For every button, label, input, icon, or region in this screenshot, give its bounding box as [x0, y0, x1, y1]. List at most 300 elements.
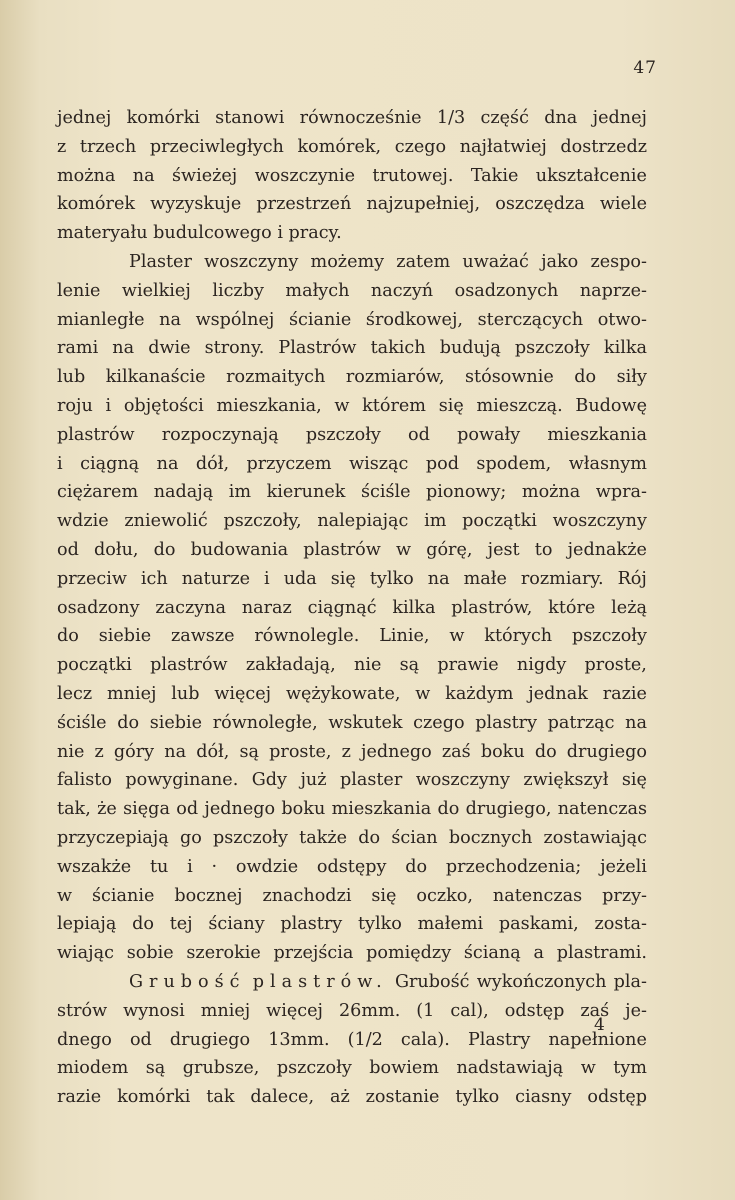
word: także	[299, 827, 348, 848]
word: ciasny	[515, 1087, 572, 1108]
word: siły	[616, 367, 647, 388]
word: z	[94, 741, 104, 762]
word: dna	[544, 108, 578, 128]
word: naczyń	[370, 280, 434, 301]
word: można	[57, 165, 116, 186]
word: wpra-	[595, 482, 647, 503]
word: czego	[413, 712, 465, 733]
word: powały	[457, 424, 521, 445]
word: tylko	[455, 1087, 500, 1108]
text-line	[57, 1054, 647, 1083]
word: wykończonych	[476, 971, 607, 992]
word: plaster	[339, 770, 403, 791]
text-line	[57, 738, 647, 767]
word: nadają	[153, 482, 214, 503]
word: je-	[625, 1000, 647, 1021]
word: natenczas	[492, 885, 583, 906]
word: woszczyny	[552, 511, 647, 532]
word: jednej	[57, 108, 112, 128]
word: przy-	[602, 885, 647, 906]
word: jako	[541, 251, 579, 272]
word: drugiego	[169, 1029, 251, 1050]
word: odstęp	[587, 1087, 647, 1108]
word: mianległe	[57, 309, 145, 330]
word: ciężarem	[57, 482, 139, 503]
word: pod	[425, 453, 459, 474]
word: plastrami.	[556, 943, 647, 964]
word: lenie	[57, 280, 101, 301]
word: uważać	[462, 251, 529, 272]
word: ściśle	[57, 712, 107, 733]
text-line	[57, 104, 647, 133]
word: mniej	[200, 1000, 251, 1021]
word: wisząc	[349, 453, 409, 474]
word: zosta-	[594, 914, 647, 935]
word: dołu,	[94, 539, 139, 560]
word: na	[156, 453, 179, 474]
word: zwiększył	[523, 770, 609, 791]
word: kilka	[392, 597, 436, 618]
word: na	[159, 309, 181, 330]
word: początki	[462, 511, 537, 532]
word: budowania	[190, 539, 289, 560]
word: mieszkania	[547, 424, 647, 445]
text-line	[57, 306, 647, 335]
word: lub	[57, 367, 86, 388]
word: natenczas	[557, 799, 647, 820]
word: Budowę	[575, 395, 647, 416]
word: w	[57, 885, 73, 906]
word: go	[179, 827, 202, 848]
word: własnym	[568, 453, 647, 474]
word: tak,	[57, 799, 91, 820]
word: się	[438, 395, 464, 416]
word: jeżeli	[600, 856, 647, 877]
word: ·	[211, 856, 218, 877]
word: jednego	[204, 799, 276, 820]
word: Rój	[617, 568, 647, 589]
word: część	[480, 108, 529, 128]
word: małe	[463, 568, 507, 589]
word: drugiego,	[465, 799, 552, 820]
word: napełnione	[548, 1029, 647, 1050]
word: Gdy	[251, 770, 287, 791]
word: ściśle	[360, 482, 411, 503]
word: stanowi	[215, 108, 285, 128]
word: (1	[416, 1000, 435, 1021]
word: górę,	[426, 539, 473, 560]
word: równocześnie	[299, 108, 422, 128]
word: w	[395, 539, 412, 560]
word: świeżej	[171, 165, 238, 186]
word: objętości	[123, 395, 204, 416]
word: razie	[57, 1087, 102, 1108]
word: lepiają	[57, 914, 117, 935]
word: otwo-	[597, 309, 647, 330]
word: drugiego	[566, 741, 647, 762]
word: bocznych	[448, 827, 533, 848]
word: zawsze	[170, 626, 235, 647]
word: odstęp	[504, 1000, 565, 1021]
word: przyczem	[246, 453, 332, 474]
word: na	[427, 568, 450, 589]
text-line	[57, 478, 647, 507]
word: pszczoły	[213, 827, 288, 848]
word: do	[57, 626, 79, 647]
word: w	[449, 626, 465, 647]
word: (1/2	[347, 1029, 383, 1050]
word: pszczoły	[572, 626, 647, 647]
word: od	[176, 799, 199, 820]
word: dół,	[196, 741, 230, 762]
word: woszczynie	[254, 165, 356, 186]
word: są	[399, 655, 420, 676]
word: dół,	[195, 453, 230, 474]
word: ich	[140, 568, 168, 589]
word: których	[484, 626, 553, 647]
word: komórki	[126, 108, 200, 128]
word: na	[164, 741, 187, 762]
word: plastry	[475, 712, 538, 733]
word: rozpoczynają	[161, 424, 279, 445]
word: 26mm.	[338, 1000, 401, 1021]
word: zniewolić	[124, 511, 208, 532]
word: mniej	[106, 683, 157, 704]
word: cala).	[400, 1029, 450, 1050]
word: można	[521, 482, 581, 503]
word: które	[548, 597, 596, 618]
word: którem	[362, 395, 426, 416]
word: nie	[353, 655, 382, 676]
word: 13mm.	[268, 1029, 330, 1050]
word: wdzie	[57, 511, 109, 532]
word: 1/3	[436, 108, 466, 128]
word: cal),	[450, 1000, 489, 1021]
word: strów	[57, 1000, 108, 1021]
word: mieszczą.	[476, 395, 563, 416]
word: jednej	[592, 108, 647, 128]
word: Grubość	[394, 971, 470, 992]
word: tym	[613, 1058, 647, 1079]
text-line	[57, 190, 647, 219]
word: woszczyny	[204, 251, 299, 272]
word: aż	[329, 1087, 350, 1108]
word: falisto	[57, 770, 112, 791]
word: wiele	[599, 194, 647, 215]
word: do	[117, 712, 140, 733]
page-number: 47	[633, 58, 657, 78]
word: przechodzenia;	[445, 856, 582, 877]
word: już	[300, 770, 327, 791]
text-line	[57, 709, 647, 738]
text-line	[57, 795, 647, 824]
text-line	[57, 882, 647, 911]
text-line	[57, 421, 647, 450]
word: do	[534, 741, 557, 762]
text-line	[57, 334, 647, 363]
word: przestrzeń	[256, 194, 352, 215]
word: sięga	[123, 799, 170, 820]
word: ukształcenie	[535, 165, 647, 186]
word: równoległe,	[212, 712, 318, 733]
word: pszczoły,	[223, 511, 302, 532]
word: Linie,	[379, 626, 430, 647]
word: im	[228, 482, 252, 503]
word: góry	[113, 741, 155, 762]
word: równolegle.	[254, 626, 360, 647]
word: są	[239, 741, 260, 762]
word: kierunek	[266, 482, 346, 503]
word: kilka	[603, 338, 647, 359]
text-line	[57, 680, 647, 709]
word: powyginane.	[125, 770, 239, 791]
word: ścianie	[92, 885, 155, 906]
word: plastrów,	[451, 597, 533, 618]
text-line	[57, 853, 647, 882]
word: ciągną	[80, 453, 140, 474]
word: wszakże	[57, 856, 132, 877]
word: plastrów	[57, 424, 135, 445]
word: najzupełniej,	[366, 194, 481, 215]
text-line	[57, 162, 647, 191]
word: lub	[171, 683, 200, 704]
word: leżą	[611, 597, 647, 618]
word: zatem	[396, 251, 451, 272]
body-text	[57, 104, 647, 1112]
text-line	[57, 536, 647, 565]
word: to	[534, 539, 553, 560]
word: od	[129, 1029, 152, 1050]
word: prawie	[437, 655, 499, 676]
word: wspólnej	[195, 309, 275, 330]
word: nie	[57, 741, 85, 762]
signature-mark: 4	[594, 1015, 605, 1035]
word: liczby	[212, 280, 264, 301]
word: przyczepiają	[57, 827, 169, 848]
word: paskami,	[498, 914, 579, 935]
word: zaś	[441, 741, 471, 762]
text-line	[57, 392, 647, 421]
word: bowiem	[369, 1058, 439, 1079]
word: oszczędza	[495, 194, 585, 215]
word: przeciw	[57, 568, 127, 589]
word: stósownie	[465, 367, 554, 388]
word: pszczoły	[276, 1058, 352, 1079]
word: naprze-	[579, 280, 647, 301]
word: roju	[57, 395, 93, 416]
word: uda	[283, 568, 317, 589]
text-line	[57, 248, 647, 277]
text-line	[57, 1083, 647, 1112]
word: zaś	[580, 1000, 610, 1021]
word: każdym	[445, 683, 514, 704]
word: rozmaitych	[226, 367, 326, 388]
word: więcej	[266, 1000, 323, 1021]
word: plastrów.	[252, 971, 388, 992]
text-line	[57, 450, 647, 479]
word: sobie	[126, 943, 174, 964]
word: plastry	[280, 914, 343, 935]
word: wężykowate,	[285, 683, 401, 704]
word: ścianie	[288, 309, 352, 330]
word: spodem,	[476, 453, 552, 474]
word: woszczyny	[415, 770, 510, 791]
word: trzech	[79, 136, 137, 157]
word: środkowej,	[365, 309, 463, 330]
word: są	[145, 1058, 166, 1079]
word: więcej	[214, 683, 272, 704]
word: Plastry	[467, 1029, 531, 1050]
word: rozmiary.	[520, 568, 604, 589]
text-line	[57, 507, 647, 536]
word: a	[533, 943, 544, 964]
text-line	[57, 622, 647, 651]
word: tak	[206, 1087, 235, 1108]
word: wyzyskuje	[150, 194, 242, 215]
word: dalece,	[250, 1087, 315, 1108]
word: jednakże	[567, 539, 647, 560]
word: dnego	[57, 1029, 112, 1050]
word: znachodzi	[262, 885, 352, 906]
word: do	[132, 914, 154, 935]
word: patrząc	[547, 712, 615, 733]
word: ściany	[208, 914, 265, 935]
word: Grubość	[129, 971, 246, 992]
word: początki	[57, 655, 132, 676]
word: zostawiając	[543, 827, 647, 848]
word: rami	[57, 338, 99, 359]
word: wynosi	[123, 1000, 185, 1021]
text-line	[57, 1026, 647, 1055]
word: dwie	[148, 338, 191, 359]
word: w	[580, 1058, 596, 1079]
word: możemy	[310, 251, 385, 272]
word: pszczoły	[305, 424, 381, 445]
text-line	[57, 363, 647, 392]
word: wiając	[57, 943, 114, 964]
word: się	[371, 885, 397, 906]
word: najłatwiej	[459, 136, 547, 157]
word: przeciwległych	[149, 136, 284, 157]
word: miodem	[57, 1058, 129, 1079]
word: z	[341, 741, 351, 762]
text-line	[57, 939, 647, 968]
word: małemi	[417, 914, 484, 935]
word: sterczących	[477, 309, 584, 330]
text-line	[57, 997, 647, 1026]
word: komórek,	[297, 136, 382, 157]
word: proste,	[584, 655, 647, 676]
text-line	[57, 651, 647, 680]
word: do	[574, 367, 597, 388]
word: siebie	[98, 626, 152, 647]
word: mieszkania,	[216, 395, 322, 416]
text-line	[57, 594, 647, 623]
text-line	[57, 133, 647, 162]
word: nigdy	[516, 655, 567, 676]
word: jednego	[361, 741, 432, 762]
word: ścianą	[463, 943, 521, 964]
word: Plaster	[129, 251, 192, 272]
word: oczko,	[416, 885, 473, 906]
word: z	[57, 136, 67, 157]
word: tej	[169, 914, 193, 935]
text-line	[57, 968, 647, 997]
word: naraz	[241, 597, 292, 618]
word: strony.	[204, 338, 265, 359]
word: nalepiając	[317, 511, 409, 532]
word: do	[358, 827, 381, 848]
word: i	[187, 856, 193, 877]
word: Plastrów	[278, 338, 357, 359]
word: materyału	[57, 223, 148, 244]
word: ciągnąć	[307, 597, 377, 618]
word: razie	[602, 683, 647, 704]
word: pionowy;	[426, 482, 507, 503]
word: i	[264, 568, 270, 589]
word: plastrów	[150, 655, 228, 676]
word: siebie	[149, 712, 203, 733]
word: małych	[285, 280, 350, 301]
text-line	[57, 766, 647, 795]
word: ścian	[391, 827, 438, 848]
word: im	[424, 511, 447, 532]
word: jednak	[528, 683, 588, 704]
word: owdzie	[235, 856, 299, 877]
text-line	[57, 824, 647, 853]
word: komórek	[57, 194, 136, 215]
word: na	[625, 712, 647, 733]
word: komórki	[117, 1087, 191, 1108]
word: do	[437, 799, 460, 820]
word: budulcowego	[153, 223, 272, 244]
word: w	[334, 395, 350, 416]
word: do	[405, 856, 428, 877]
word: zakładają,	[245, 655, 336, 676]
word: zostanie	[365, 1087, 440, 1108]
word: w	[415, 683, 431, 704]
word: plastrów	[303, 539, 381, 560]
word: wskutek	[328, 712, 403, 733]
text-line	[57, 910, 647, 939]
word: proste,	[269, 741, 332, 762]
word: budują	[439, 338, 501, 359]
word: się	[330, 568, 356, 589]
word: grubsze,	[182, 1058, 260, 1079]
word: czego	[394, 136, 447, 157]
word: rozmiarów,	[345, 367, 445, 388]
word: i	[57, 453, 63, 474]
word: pla-	[613, 971, 647, 992]
word: przejścia	[273, 943, 354, 964]
word: i	[105, 395, 112, 416]
word: pomiędzy	[366, 943, 452, 964]
word: mieszkania	[331, 799, 432, 820]
word: tu	[149, 856, 169, 877]
word: pracy.	[288, 223, 342, 244]
word: naturze	[181, 568, 251, 589]
word: trutowej.	[372, 165, 454, 186]
word: od	[408, 424, 430, 445]
word: zespo-	[590, 251, 647, 272]
word: jest	[487, 539, 520, 560]
word: odstępy	[316, 856, 387, 877]
word: od	[57, 539, 79, 560]
word: się	[621, 770, 647, 791]
word: i	[277, 223, 283, 244]
word: że	[97, 799, 117, 820]
word: boku	[480, 741, 525, 762]
